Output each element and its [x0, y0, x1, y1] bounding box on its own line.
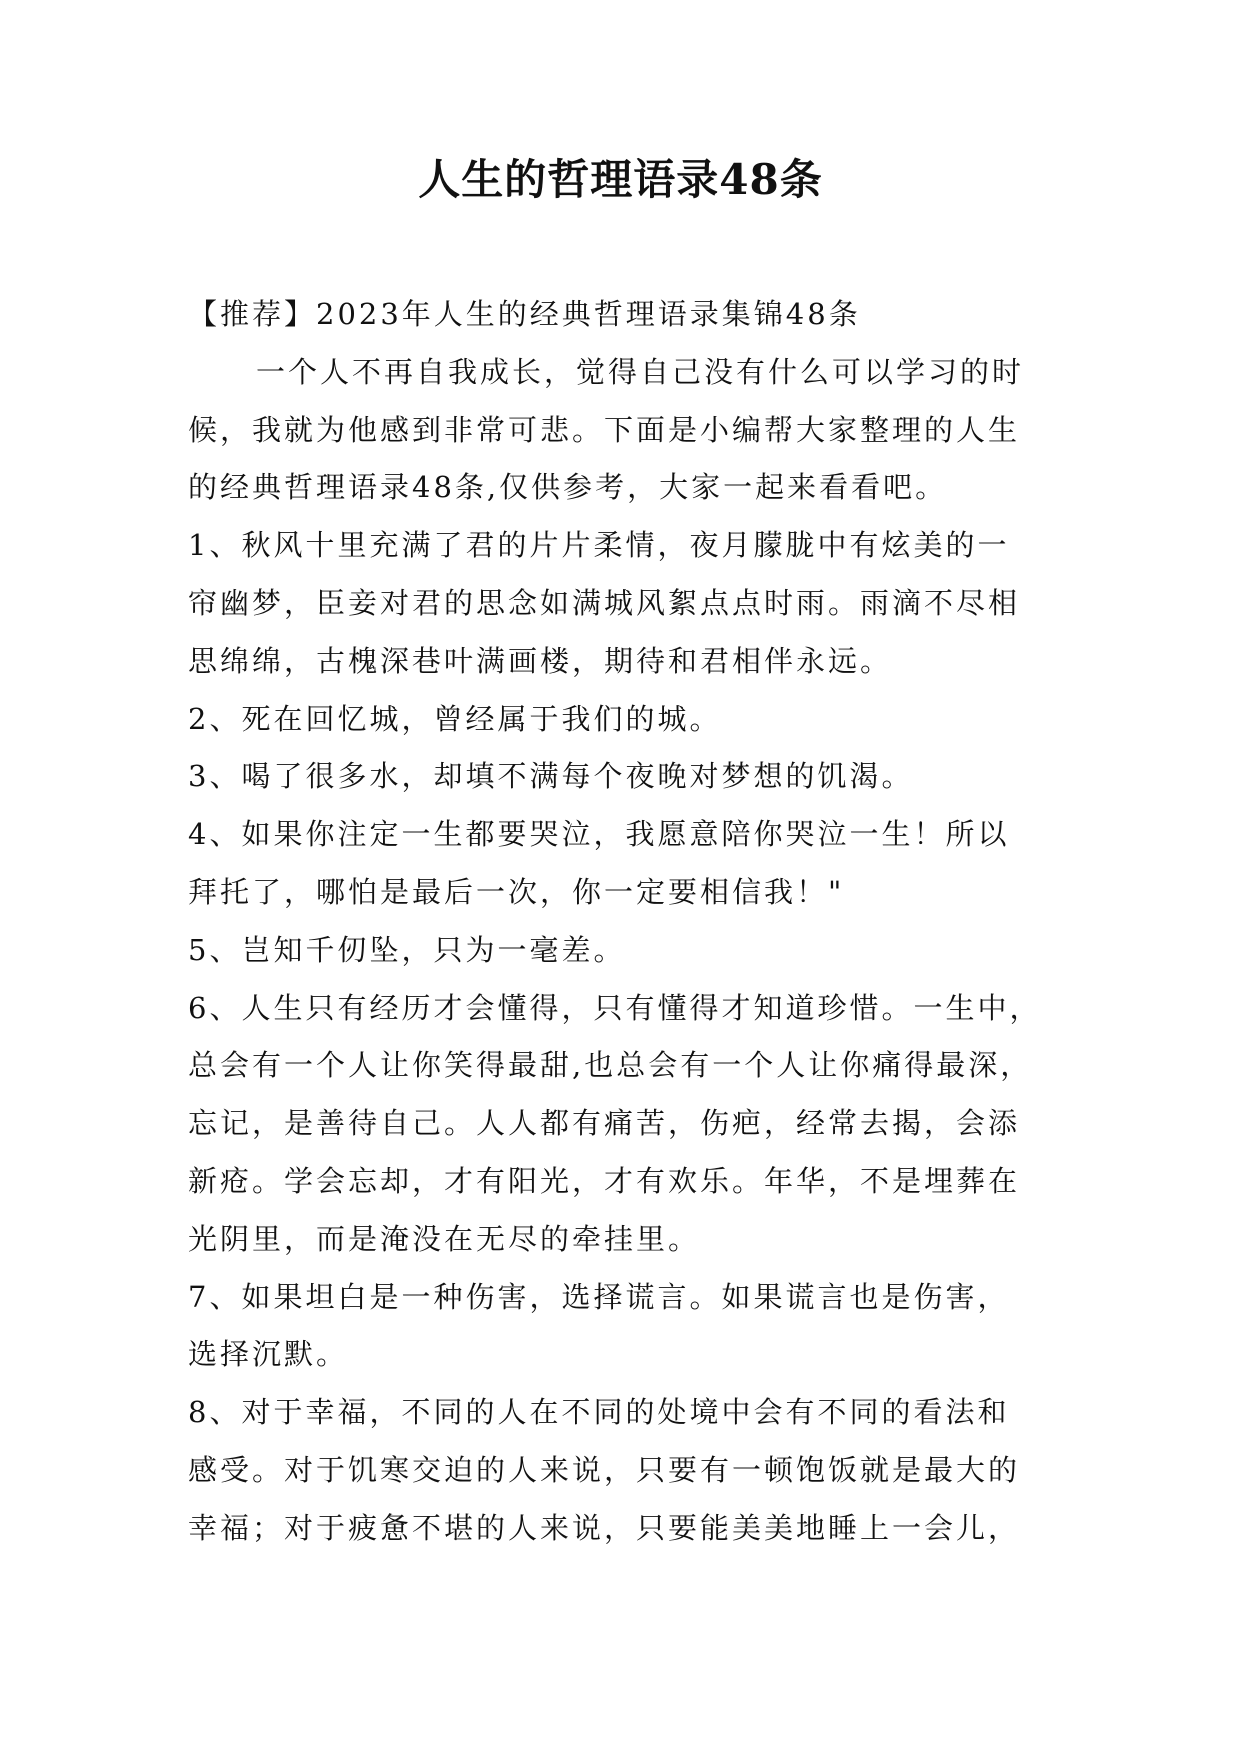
intro-paragraph-line: 候，我就为他感到非常可悲。下面是小编帮大家整理的人生	[188, 412, 1021, 447]
quote-8-line: 8、对于幸福，不同的人在不同的处境中会有不同的看法和	[188, 1395, 1010, 1430]
quote-4-line: 拜托了，哪怕是最后一次，你一定要相信我！"	[188, 874, 845, 909]
quote-6-line: 总会有一个人让你笑得最甜,也总会有一个人让你痛得最深，	[188, 1048, 1033, 1083]
quote-6-line: 新疮。学会忘却，才有阳光，才有欢乐。年华，不是埋葬在	[188, 1163, 1021, 1198]
document-title: 人生的哲理语录48条	[418, 155, 823, 204]
quote-4-line: 4、如果你注定一生都要哭泣，我愿意陪你哭泣一生！所以	[188, 817, 1010, 852]
quote-7-line: 7、如果坦白是一种伤害，选择谎言。如果谎言也是伤害，	[188, 1279, 1010, 1314]
quote-6-line: 6、人生只有经历才会懂得，只有懂得才知道珍惜。一生中，	[188, 990, 1042, 1025]
quote-7-line: 选择沉默。	[188, 1337, 349, 1372]
intro-paragraph-line: 的经典哲理语录48条,仅供参考，大家一起来看看吧。	[188, 470, 948, 505]
document-body	[188, 286, 1058, 1558]
quote-5-line: 5、岂知千仞坠，只为一毫差。	[188, 932, 626, 967]
quote-2-line: 2、死在回忆城，曾经属于我们的城。	[188, 701, 722, 736]
quote-8-line: 感受。对于饥寒交迫的人来说，只要有一顿饱饭就是最大的	[188, 1452, 1021, 1487]
quote-6-line: 忘记，是善待自己。人人都有痛苦，伤疤，经常去揭，会添	[188, 1106, 1021, 1141]
quote-1-line: 思绵绵，古槐深巷叶满画楼，期待和君相伴永远。	[188, 643, 893, 678]
intro-paragraph-line: 一个人不再自我成长，觉得自己没有什么可以学习的时	[256, 354, 1025, 389]
recommend-heading-line: 【推荐】2023年人生的经典哲理语录集锦48条	[188, 297, 861, 331]
quote-8-line: 幸福；对于疲惫不堪的人来说，只要能美美地睡上一会儿，	[188, 1510, 1021, 1545]
quote-1-line: 帘幽梦，臣妾对君的思念如满城风絮点点时雨。雨滴不尽相	[188, 585, 1021, 620]
quote-3-line: 3、喝了很多水，却填不满每个夜晚对梦想的饥渴。	[188, 759, 914, 794]
quote-1-line: 1、秋风十里充满了君的片片柔情，夜月朦胧中有炫美的一	[188, 528, 1010, 563]
quote-6-line: 光阴里，而是淹没在无尽的牵挂里。	[188, 1221, 701, 1256]
